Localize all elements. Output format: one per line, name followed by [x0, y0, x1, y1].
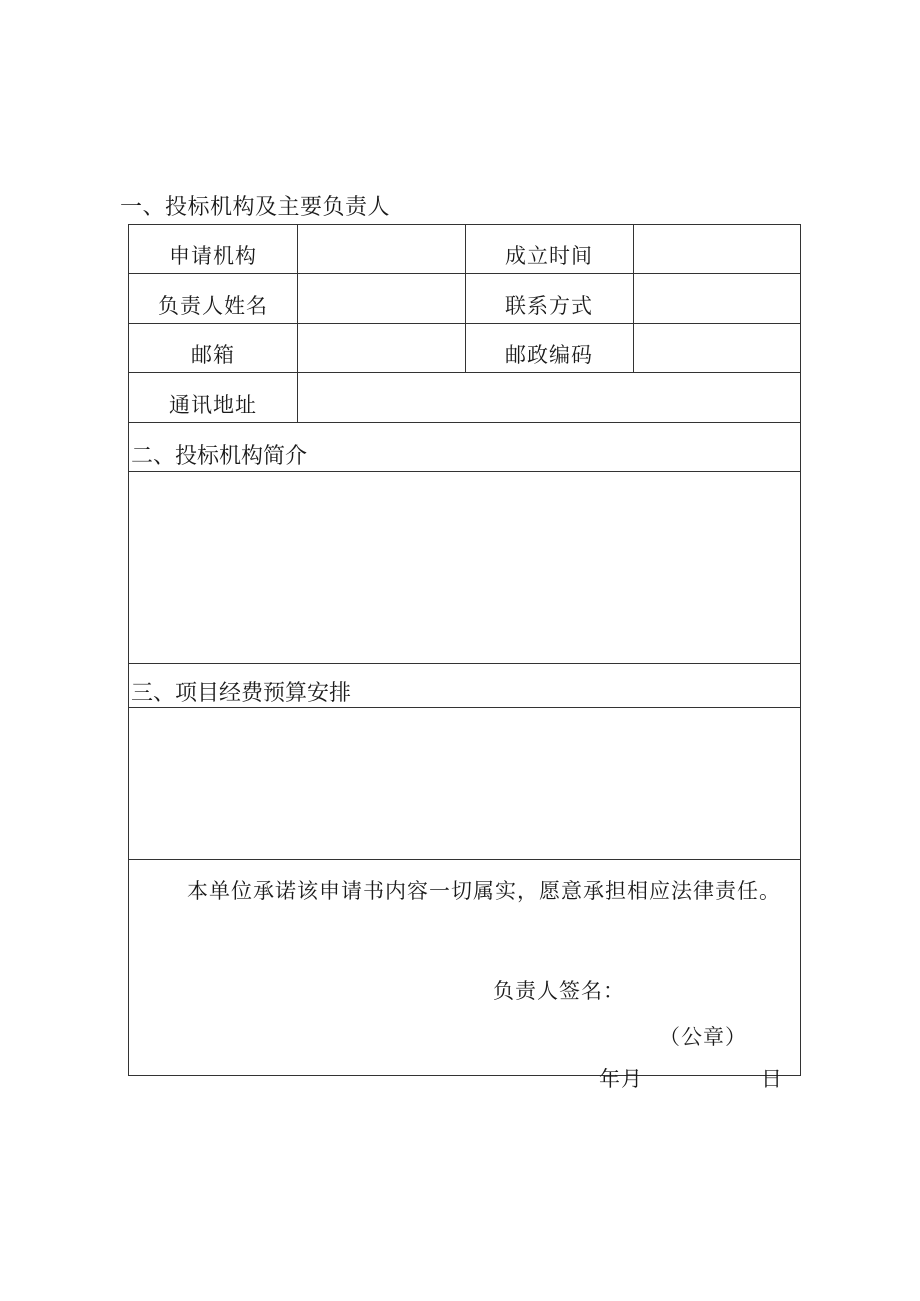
label-contact: 联系方式 [505, 294, 593, 318]
org-intro-field[interactable] [129, 472, 801, 663]
label-postal-code: 邮政编码 [505, 343, 593, 367]
label-manager-name: 负责人姓名 [158, 294, 268, 318]
section-1-title: 一、投标机构及主要负责人 [120, 195, 391, 220]
signature-label: 负责人签名： [493, 979, 625, 1003]
field-mailing-address[interactable] [297, 372, 801, 422]
section-2-title: 二、投标机构简介 [131, 444, 308, 469]
label-mailing-address: 通讯地址 [169, 393, 257, 417]
field-applicant-org[interactable] [297, 225, 465, 273]
application-form-table [128, 224, 801, 1091]
section-3-title: 三、项目经费预算安排 [131, 681, 352, 706]
field-contact[interactable] [633, 273, 801, 323]
label-applicant-org: 申请机构 [169, 244, 257, 268]
field-postal-code[interactable] [633, 323, 801, 372]
label-email: 邮箱 [191, 343, 235, 367]
label-founded-date: 成立时间 [505, 244, 593, 268]
pledge-statement: 本单位承诺该申请书内容一切属实，愿意承担相应法律责任。 [187, 879, 781, 903]
row-divider [129, 859, 800, 860]
field-founded-date[interactable] [633, 225, 801, 273]
seal-label: （公章） [659, 1025, 747, 1049]
row-divider [129, 663, 800, 664]
field-manager-name[interactable] [297, 273, 465, 323]
row-divider [129, 422, 800, 423]
date-day: 日 [761, 1067, 783, 1091]
field-email[interactable] [297, 323, 465, 372]
date-year-month: 年月 [599, 1067, 643, 1091]
budget-plan-field[interactable] [129, 708, 801, 859]
